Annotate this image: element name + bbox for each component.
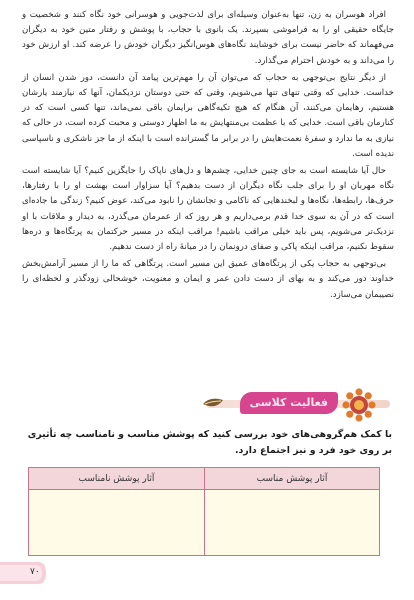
answer-cell-improper[interactable] [29,490,204,555]
page-number-tab-icon [0,560,48,586]
paragraph-1: افراد هوسران به زن، تنها به‌عنوان وسیله‌ای برای لذت‌جویی و هوسرانی خود نگاه کنند و شخصیت و جایگاه حقیقی او را به فراموشی بسپرند. یک بانوی با حجاب، با پوشش و رفتار متین خود به دیگران می‌فهماند که حاضر نیست برای خوشایند نگاه‌های هوس‌انگیز دیگران خودش را عرضه کند. او ارزش خود را می‌داند و به خودش احترام می‌گذارد. [22,10,394,66]
activity-table [28,467,380,556]
paragraph-2: از دیگر نتایج بی‌توجهی به حجاب که می‌توان آن را مهم‌ترین پیامد آن دانست، دور شدن انسان از خداست. خدایی که وقتی تنهای تنها می‌شویم، وقتی که حتی دوستان نزدیکمان، آنها که نیازمند یارشان هستیم، رهایمان می‌کنند، آن هنگام که هیچ تکیه‌گاهی برایمان باقی نمی‌ماند، تنها کسی است که در کنارمان باقی است. خدایی که با عظمت بی‌منتهایش به ما اظهار دوستی و محبت کرده است، در حالی که نیازی به ما ندارد و سفرهٔ نعمت‌هایش را در برابر ما گسترانده است با اینکه از ما جز ناشکری و ناسپاسی ندیده است. [22,72,394,159]
paragraph-3: حال آیا شایسته است به جای چنین خدایی، چشم‌ها و دل‌های ناپاک را جایگزین کنیم؟ آیا شایسته است نگاه مهربان او را برای جلب نگاه دیگران از دست بدهیم؟ آیا سزاوار است بهشت او را با رفتارها، حرف‌ها، رابطه‌ها، نگاه‌ها و لبخندهایی که ناکامی و تجانشان را نابود می‌کند، عوض کنیم؟ زندگی ما جاده‌ای است که در آن به سوی خدا قدم برمی‌داریم و هر روز که از عمرمان می‌گذرد، به دیدار و ملاقات با او نزدیک‌تر می‌شویم، پس باید خیلی مراقب باشیم! مراقب اینکه در مسیر حرکتمان به پرتگاه‌ها و دره‌ها سقوط نکنیم، مراقب اینکه پاکی و صفای درونمان را در میانهٔ راه از دست ندهیم. [22,166,394,253]
table-header-improper: آثار پوشش نامناسب [29,468,204,490]
flower-emblem-icon [342,388,376,422]
activity-question: با کمک هم‌گروهی‌های خود بررسی کنید که پوشش مناسب و نامناسب چه تأثیری بر روی خود فرد و نیز اجتماع دارد. [27,429,392,456]
page-number: ۷۰ [30,567,40,577]
page-number-badge [0,560,48,586]
body-text [22,8,394,303]
table-header-proper: آثار پوشش مناسب [204,468,379,490]
leaf-ornament-icon [202,396,224,412]
paragraph-4: بی‌توجهی به حجاب یکی از پرتگاه‌های عمیق این مسیر است. پرتگاهی که ما را از مسیر آرامش‌بخش خداوند دور می‌کند و به بهای از دست دادن عمر و ایمان و معنویت، خوشحالی زودگذر و لحظه‌ای را نصیبمان می‌سازد. [22,259,394,300]
activity-label: فعالیت کلاسی [240,392,338,414]
answer-cell-proper[interactable] [204,490,379,555]
class-activity-header [200,388,396,422]
